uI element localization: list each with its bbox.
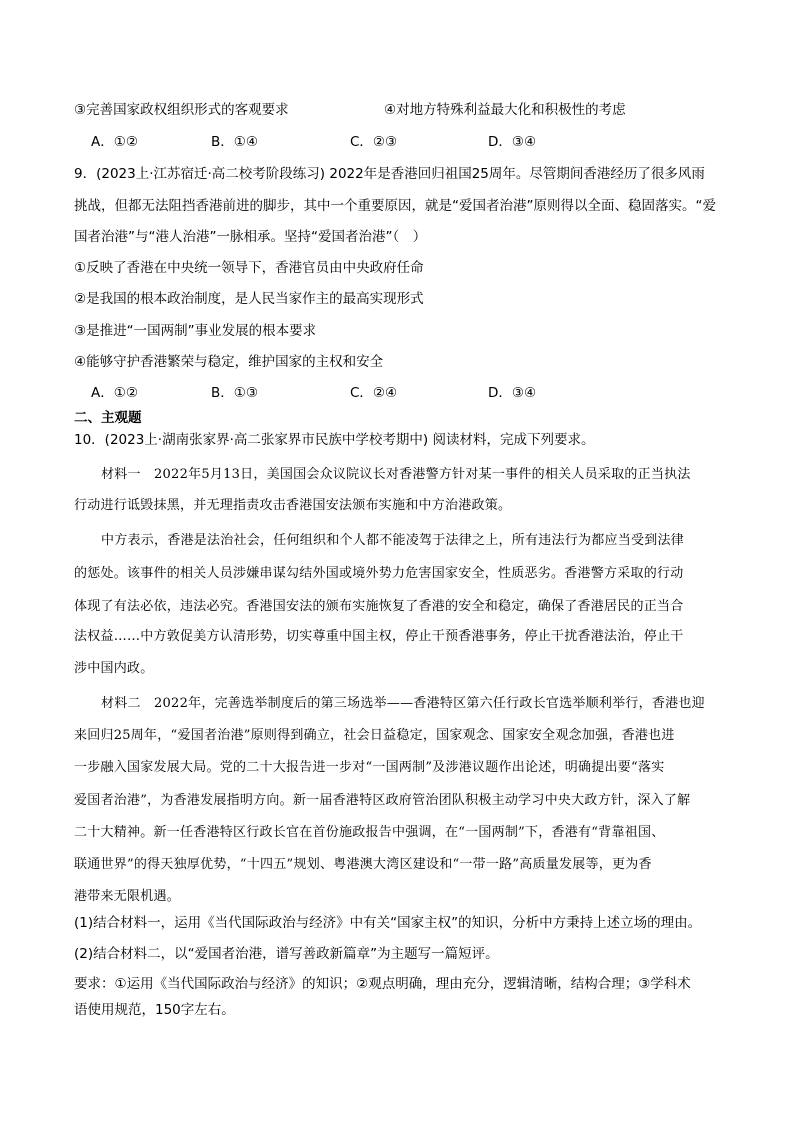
- q9-stem-line-3: 国者治港”与“港人治港”一脉相承。坚持“爱国者治港”（ ）: [74, 229, 427, 245]
- material-2-line: 港带来无限机遇。: [74, 889, 181, 904]
- q9-item-2: ②是我国的根本政治制度，是人民当家作主的最高实现形式: [74, 291, 424, 307]
- material-2-line: 材料二 2022年，完善选举制度后的第三场选举——香港特区第六任行政长官选举顺利举行，香港也迎: [101, 696, 705, 711]
- q8-option-a[interactable]: A．①②: [91, 134, 138, 150]
- q9-option-c[interactable]: C．②④: [350, 385, 398, 401]
- q9-item-3: ③是推进“一国两制”事业发展的根本要求: [74, 323, 317, 339]
- q9-option-d[interactable]: D．③④: [488, 385, 537, 401]
- material-2-line: 一步融入国家发展大局。党的二十大报告进一步对“一国两制”及涉港议题作出论述，明确提出要“落实: [74, 760, 665, 775]
- material-1-line: 法权益……中方敦促美方认清形势，切实尊重中国主权，停止干预香港事务，停止干扰香港法治，停止干: [74, 629, 684, 644]
- q8-option-d[interactable]: D．③④: [488, 134, 537, 150]
- q9-stem-line-2: 挑战，但都无法阻挡香港前进的脚步，其中一个重要原因，就是“爱国者治港”原则得以全面、稳固落实。“爱: [74, 198, 716, 214]
- q9-stem-line-1: 9．(2023上·江苏宿迁·高二校考阶段练习) 2022年是香港回归祖国25周年。尽管期间香港经历了很多风雨: [74, 166, 705, 182]
- q10-requirement-2: (2)结合材料二，以“爱国者治港，谱写善政新篇章”为主题写一篇短评。: [74, 946, 499, 962]
- q10-header: 10．(2023上·湖南张家界·高二张家界市民族中学校考期中) 阅读材料，完成下列要求。: [74, 432, 595, 448]
- q10-requirement-3-line-2: 语使用规范，150字左右。: [74, 1002, 235, 1018]
- q9-item-4: ④能够守护香港繁荣与稳定，维护国家的主权和安全: [74, 354, 384, 370]
- material-1-line: 行动进行诋毁抹黑，并无理指责攻击香港国安法颁布实施和中方治港政策。: [74, 498, 512, 513]
- material-2-line: 爱国者治港”，为香港发展指明方向。新一届香港特区政府管治团队积极主动学习中央大政方针，深入了解: [74, 793, 691, 808]
- q8-item-3: ③完善国家政权组织形式的客观要求: [74, 102, 289, 118]
- material-1-line: 中方表示，香港是法治社会，任何组织和个人都不能凌驾于法律之上，所有违法行为都应当受到法律: [101, 533, 685, 548]
- q10-requirement-1: (1)结合材料一，运用《当代国际政治与经济》中有关“国家主权”的知识，分析中方秉持上述立场的理由。: [74, 915, 702, 931]
- material-1-line: 体现了有法必依，违法必究。香港国安法的颁布实施恢复了香港的安全和稳定，确保了香港居民的正当合: [74, 599, 684, 614]
- material-1-line: 的惩处。该事件的相关人员涉嫌串谋勾结外国或境外势力危害国家安全，性质恶劣。香港警方采取的行动: [74, 566, 684, 581]
- q10-requirement-3-line-1: 要求：①运用《当代国际政治与经济》的知识；②观点明确，理由充分，逻辑清晰，结构合理；③学科术: [74, 976, 691, 992]
- q9-option-a[interactable]: A．①②: [91, 385, 138, 401]
- material-2-line: 来回归25周年，“爱国者治港”原则得到确立，社会日益稳定，国家观念、国家安全观念加强，香港也进: [74, 728, 675, 743]
- q8-item-4: ④对地方特殊利益最大化和积极性的考虑: [384, 102, 626, 118]
- q8-option-b[interactable]: B．①④: [211, 134, 258, 150]
- q9-item-1: ①反映了香港在中央统一领导下，香港官员由中央政府任命: [74, 260, 424, 276]
- material-2-line: 联通世界”的得天独厚优势，“十四五”规划、粤港澳大湾区建设和“一带一路”高质量发展等，更为香: [74, 857, 652, 872]
- material-1-line: 涉中国内政。: [74, 661, 154, 676]
- section-title: 二、主观题: [74, 410, 142, 426]
- q8-option-c[interactable]: C．②③: [350, 134, 398, 150]
- material-1-line: 材料一 2022年5月13日，美国国会众议院议长对香港警方针对某一事件的相关人员采取的正当执法: [101, 467, 691, 482]
- material-2-line: 二十大精神。新一任香港特区行政长官在首份施政报告中强调，在“一国两制”下，香港有“背靠祖国、: [74, 825, 665, 840]
- q9-option-b[interactable]: B．①③: [211, 385, 258, 401]
